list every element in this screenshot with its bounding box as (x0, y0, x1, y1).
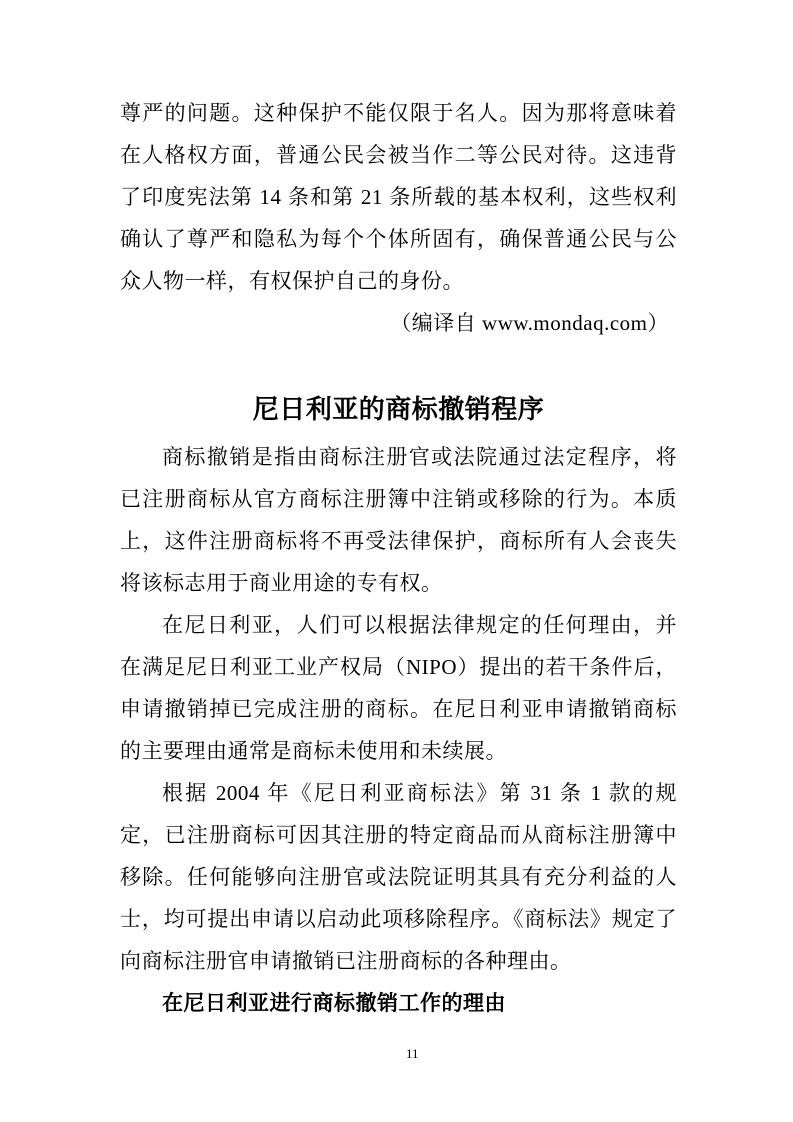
article-paragraph-1: 商标撤销是指由商标注册官或法院通过法定程序，将已注册商标从官方商标注册簿中注销或移除的行为。本质上，这件注册商标将不再受法律保护，商标所有人会丧失将该标志用于商业用途的专有权。 (120, 445, 677, 595)
article-title: 尼日利亚的商标撤销程序 (252, 394, 545, 424)
page-number: 11 (406, 1046, 419, 1061)
attribution-line: （编译自 www.mondaq.com） (390, 311, 669, 335)
section-subheading: 在尼日利亚进行商标撤销工作的理由 (162, 991, 506, 1015)
page-content (120, 0, 677, 1024)
article-paragraph-2: 在尼日利亚，人们可以根据法律规定的任何理由，并在满足尼日利亚工业产权局（NIPO）提出的若干条件后，申请撤销掉已完成注册的商标。在尼日利亚申请撤销商标的主要理由通常是商标未使用和未续展。 (120, 613, 677, 763)
paragraph-continuation: 尊严的问题。这种保护不能仅限于名人。因为那将意味着在人格权方面，普通公民会被当作二等公民对待。这违背了印度宪法第 14 条和第 21 条所载的基本权利，这些权利确认了尊严和隐私为每个个体所固有，确保普通公民与公众人物一样，有权保护自己的身份。 (120, 101, 677, 293)
article-paragraph-3: 根据 2004 年《尼日利亚商标法》第 31 条 1 款的规定，已注册商标可因其注册的特定商品而从商标注册簿中移除。任何能够向注册官或法院证明其具有充分利益的人士，均可提出申请以启动此项移除程序。《商标法》规定了向商标注册官申请撤销已注册商标的各种理由。 (120, 781, 677, 973)
